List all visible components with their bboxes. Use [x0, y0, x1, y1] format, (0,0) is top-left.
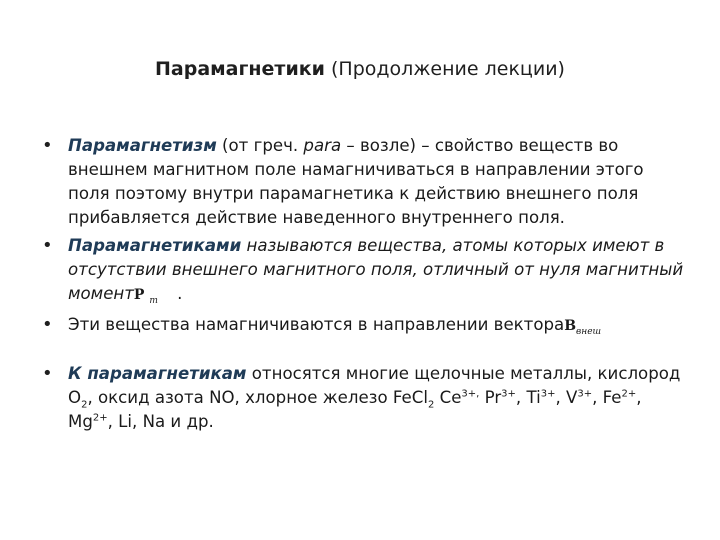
text: Ce: [434, 388, 462, 407]
term-paramagnetics: Парамагнетиками: [68, 236, 242, 255]
superscript: 2+: [621, 388, 637, 400]
text-italic: para: [303, 136, 342, 155]
subscript: 2: [81, 399, 88, 411]
term-paramagnetism: Парамагнетизм: [68, 136, 217, 155]
text: – возле) – свойство веществ во внешнем магнитном поле намагничиваться в направлении этого поля поэтому внутри парамагнетика к действию внешнего поля прибавляется действие наведенного внутреннего поля.: [68, 136, 644, 227]
text: , Mg: [68, 388, 642, 431]
bullet-item-paramagnetism: [40, 134, 690, 230]
superscript: 3+: [577, 388, 593, 400]
text: , Ti: [515, 388, 541, 407]
bullet-dot-icon: •: [42, 135, 53, 156]
bullet-dot-icon: •: [42, 314, 53, 335]
symbol-pm: [133, 287, 158, 306]
superscript: 3+: [540, 388, 556, 400]
text: , оксид азота NO, хлорное железо FeCl: [87, 388, 428, 407]
symbol-subscript: m: [149, 295, 158, 306]
superscript: 2+: [92, 412, 108, 424]
bullet-list: [40, 134, 690, 434]
symbol-bext: [564, 318, 602, 337]
bullet-dot-icon: •: [42, 363, 53, 384]
title-rest: (Продолжение лекции): [324, 58, 565, 80]
text: Эти вещества намагничиваются в направлении вектора: [68, 315, 565, 334]
text: , V: [555, 388, 578, 407]
bullet-item-magnetize: [40, 313, 690, 338]
superscript: 3+: [501, 388, 516, 400]
bullet-item-examples: [40, 362, 690, 434]
text-italic: называются вещества, атомы которых имеют в отсутствии внешнего магнитного поля, отличный от нуля магнитный момент: [68, 236, 684, 303]
symbol-letter: P: [133, 287, 145, 303]
text: Pr: [479, 388, 502, 407]
term-examples: К парамагнетикам: [68, 364, 247, 383]
text: .: [171, 284, 183, 303]
text: , Li, Na и др.: [107, 412, 214, 431]
bullet-item-paramagnetics: [40, 234, 690, 307]
bullet-dot-icon: •: [42, 235, 53, 256]
symbol-letter: B: [564, 318, 577, 334]
text: , Fe: [592, 388, 622, 407]
text: относятся многие щелочные металлы, кислород O: [68, 364, 681, 407]
subscript: 2: [427, 399, 435, 411]
symbol-subscript: внеш: [576, 326, 602, 337]
text: (от греч.: [216, 136, 304, 155]
slide-title: [0, 58, 720, 80]
title-bold: Парамагнетики: [155, 58, 325, 80]
superscript: 3+,: [461, 388, 480, 400]
